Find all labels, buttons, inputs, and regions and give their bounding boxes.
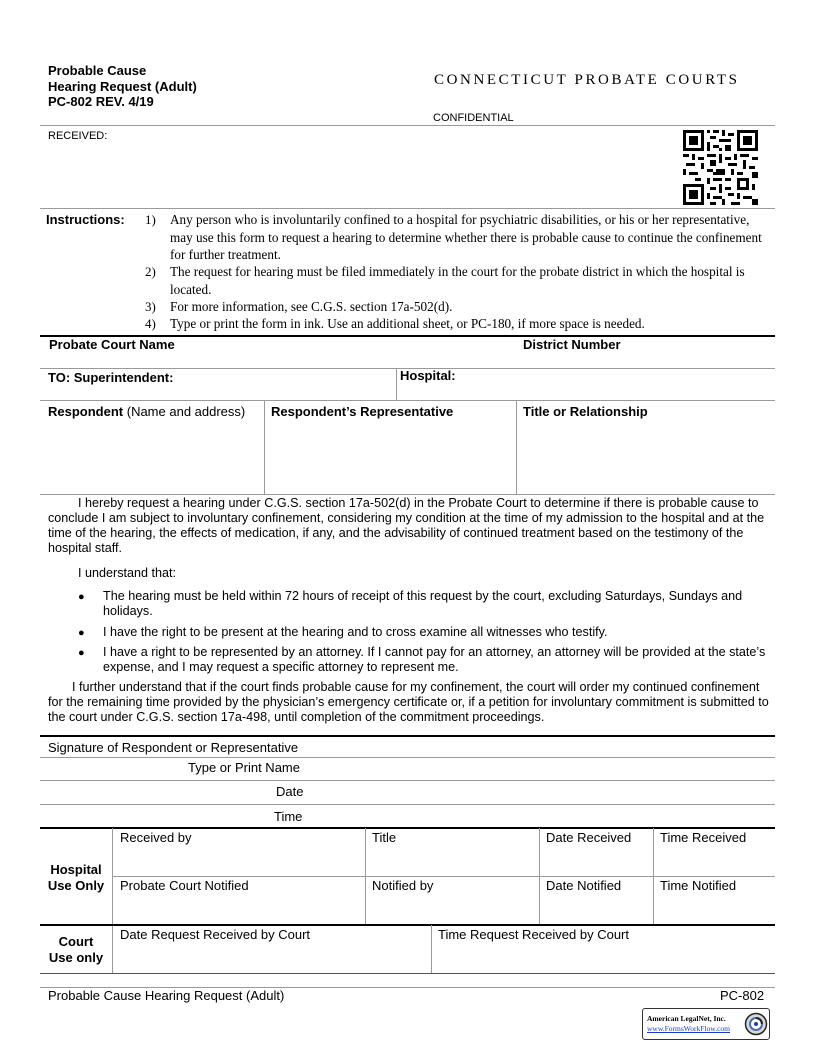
request-paragraph: I hereby request a hearing under C.G.S. section 17a-502(d) in the Probate Court to determine if there is probable cause to conclude I am subject to involuntary confinement, considering my condition at the time of my admission to the hospital and at the time of the hearing, the effects of medication, if any, and the advisability of continued treatment based on the testimony of the hospital staff. [48, 496, 765, 555]
section-rule [40, 924, 775, 926]
column-divider [516, 400, 517, 494]
footer-form-number: PC-802 [720, 988, 765, 1003]
time-received-label: Time Received [660, 830, 747, 845]
respondent-label-detail: (Name and address) [123, 404, 246, 419]
court-use-label [40, 934, 112, 965]
section-rule [40, 973, 775, 974]
bullet-text: I have a right to be represented by an attorney. If I cannot pay for an attorney, an attorney will be provided at the state’s expense, and I may request a specific attorney to represent me. [103, 645, 766, 674]
column-divider [112, 828, 113, 974]
date-received-label: Date Received [546, 830, 632, 845]
row-rule [40, 780, 775, 781]
instructions-top-rule [40, 208, 775, 209]
column-divider [431, 925, 432, 974]
court-name: CONNECTICUT PROBATE COURTS [434, 72, 740, 88]
bullet-icon: ● [78, 591, 85, 603]
received-by-label: Received by [120, 830, 192, 845]
americanlegalnet-logo[interactable] [642, 1008, 770, 1040]
hospital-use-label-line-2: Use Only [47, 877, 105, 893]
district-number-label: District Number [523, 337, 621, 352]
footer-title: Probable Cause Hearing Request (Adult) [48, 988, 285, 1003]
row-rule [40, 494, 775, 495]
hospital-use-label [40, 862, 112, 893]
instruction-number: 4) [145, 316, 156, 331]
time-request-received-label: Time Request Received by Court [438, 927, 629, 942]
time-notified-label: Time Notified [660, 878, 737, 893]
header-rule [40, 125, 775, 126]
qr-code [683, 130, 758, 205]
respondent-representative-label: Respondent’s Representative [271, 404, 454, 419]
instruction-text: Any person who is involuntarily confined to a hospital for psychiatric disabilities, or his or her representative, may use this form to request a hearing to determine whether there is probable cause to continue the confinement for further treatment. [170, 212, 762, 262]
instruction-number: 2) [145, 264, 156, 279]
hospital-label: Hospital: [400, 368, 456, 383]
court-use-label-line-2: Use only [48, 949, 104, 965]
globe-icon [744, 1012, 768, 1036]
title-relationship-label: Title or Relationship [523, 404, 648, 419]
form-title-line-1: Probable Cause [48, 63, 147, 78]
probate-court-notified-label: Probate Court Notified [120, 878, 249, 893]
court-use-label-line-1: Court [58, 934, 94, 949]
column-divider [264, 400, 265, 494]
signature-label: Signature of Respondent or Representative [48, 740, 299, 755]
row-rule [40, 757, 775, 758]
logo-company: American LegalNet, Inc. [647, 1014, 726, 1023]
instruction-number: 3) [145, 299, 156, 314]
title-label: Title [372, 830, 397, 845]
instruction-number: 1) [145, 212, 156, 227]
instruction-text: Type or print the form in ink. Use an additional sheet, or PC-180, if more space is needed. [170, 316, 645, 331]
bullet-icon: ● [78, 627, 85, 639]
instruction-text: The request for hearing must be filed immediately in the court for the probate district in which the hospital is located. [170, 264, 745, 297]
type-print-name-label: Type or Print Name [188, 760, 300, 775]
understand-label: I understand that: [78, 566, 177, 580]
bullet-icon: ● [78, 647, 85, 659]
bullet-text: I have the right to be present at the hearing and to cross examine all witnesses who testify. [103, 625, 608, 639]
date-notified-label: Date Notified [546, 878, 622, 893]
to-superintendent-label: TO: Superintendent: [48, 370, 174, 385]
time-label: Time [274, 809, 303, 824]
row-rule [40, 400, 775, 401]
instructions-label: Instructions: [46, 212, 125, 227]
probate-court-name-label: Probate Court Name [49, 337, 175, 352]
section-rule [40, 827, 775, 829]
logo-website-link[interactable]: www.FormsWorkFlow.com [647, 1024, 731, 1033]
row-rule [40, 804, 775, 805]
received-label: RECEIVED: [48, 130, 108, 142]
row-rule [112, 876, 775, 877]
section-rule [40, 735, 775, 737]
form-number: PC-802 REV. 4/19 [48, 94, 154, 109]
respondent-label-bold: Respondent [48, 404, 124, 419]
notified-by-label: Notified by [372, 878, 434, 893]
understanding-paragraph: I further understand that if the court finds probable cause for my confinement, the court will order my continued confinement for the remaining time provided by the physician’s emergency certificate or, if a petition for involuntary commitment is submitted to the court under C.G.S. section 17a-498, until completion of the commitment proceedings. [48, 680, 769, 724]
respondent-label [48, 404, 245, 419]
bullet-text: The hearing must be held within 72 hours of receipt of this request by the court, excluding Saturdays, Sundays and holidays. [103, 589, 743, 618]
date-label: Date [276, 784, 304, 799]
hospital-use-label-line-1: Hospital [50, 862, 102, 877]
form-title-line-2: Hearing Request (Adult) [48, 78, 197, 94]
instruction-text: For more information, see C.G.S. section 17a-502(d). [170, 299, 453, 314]
column-divider [396, 368, 397, 401]
confidential-label: CONFIDENTIAL [433, 112, 514, 124]
form-title-block [48, 63, 197, 110]
date-request-received-label: Date Request Received by Court [120, 927, 311, 942]
